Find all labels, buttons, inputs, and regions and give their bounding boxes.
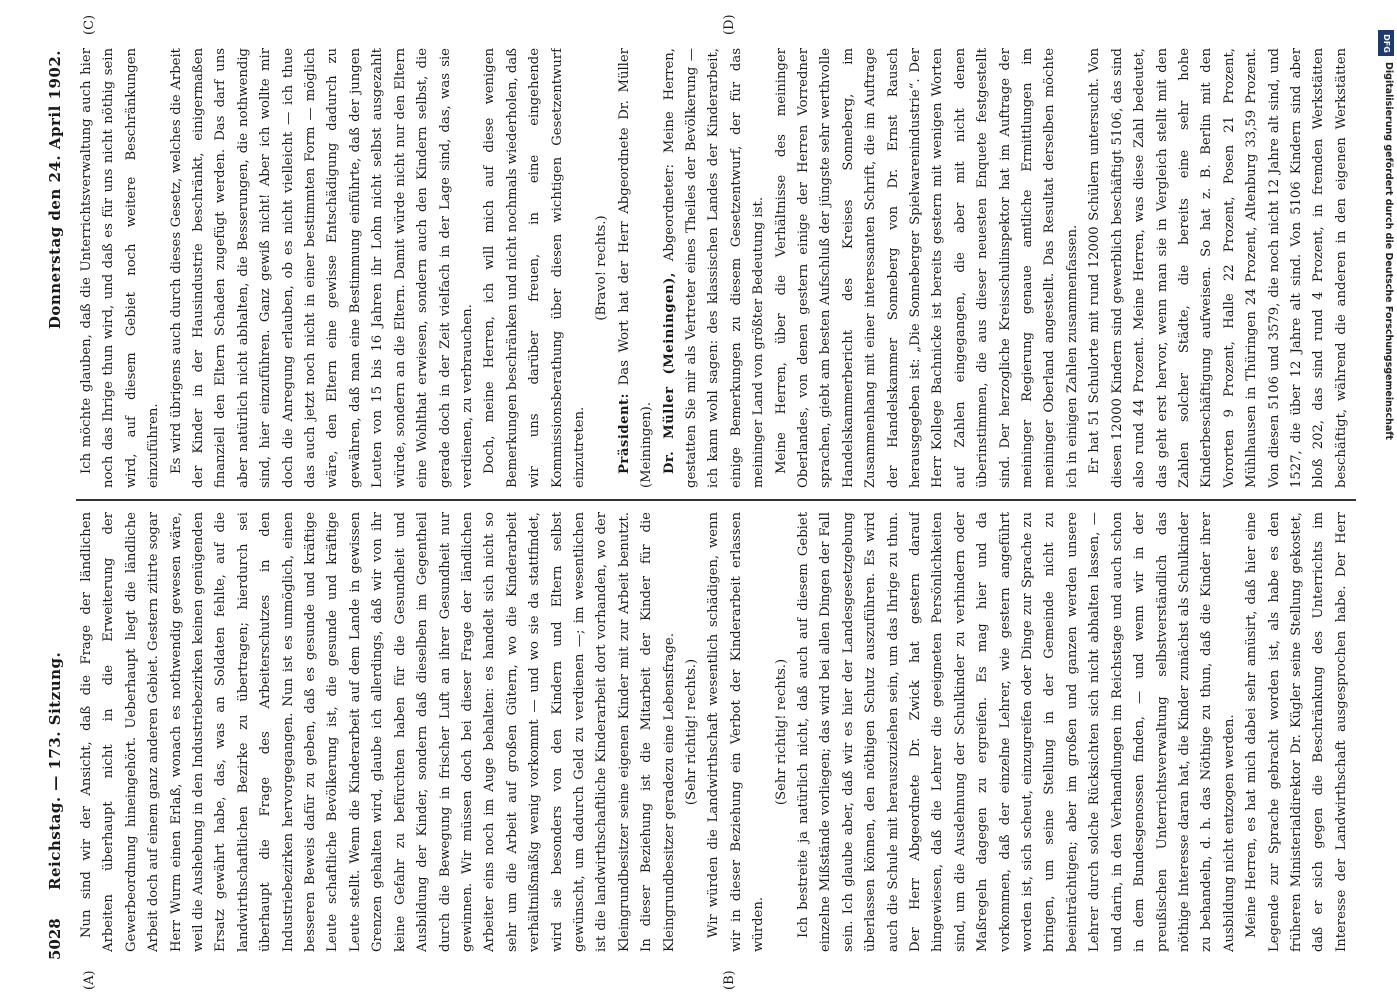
speaker-label: Dr. Müller (Meiningen), (661, 272, 677, 474)
paragraph: Meine Herren, über die Verhältnisse des meininger Oberlandes, von denen gestern einige der Herren Vorredner sprachen, giebt am besten Aufschluß der jüngste sehr werthvolle Handelskammerbericht des Kreises Sonneberg, im Zusammenhang mit einer interessanten Schrift, die im Auftrage der Handelskammer Sonneberg von Dr. Ernst Rausch herausgegeben ist: „Die Sonneberger Spielwarenindustrie“. Der Herr Kollege Bachnicke ist bereits gestern mit wenigen Worten auf Zahlen eingegangen, die aber mit nicht denen überinstimmen, die aus dieser neuesten Enquete festgestellt sind. Der herzogliche Kreisschulinspektor hat im Auftrage der meininger Regierung genaue amtliche Ermittlungen im meininger Oberland angestellt. Das Resultat derselben möchte ich in einigen Zahlen zusammenfassen. (773, 48, 1080, 488)
left-column (76, 512, 1356, 952)
president-label: Präsident: (616, 392, 632, 474)
margin-marker-d: (D) (722, 14, 737, 35)
paragraph: Meine Herren, es hat mich dabei sehr amüsirt, daß hier eine Legende zur Sprache gebracht worden ist, als habe es den früheren Ministerialdirektor Dr. Kügler seine Stellung gekostet, daß er sich gegen die Beschränkung des Unterrichts im Interesse der Landwirthschaft ausgesprochen habe. Der Herr (1244, 512, 1349, 952)
president-paragraph (614, 48, 659, 488)
paragraph: Ich möchte glauben, daß die Unterrichtsverwaltung auch hier noch das Ihrige thun wird, und daß es für uns nicht nöthig sein wird, auf diesem Gebiet noch weitere Beschränkungen einzuführen. (79, 48, 162, 488)
speaker-text: Abgeordneter: Meine Herren, gestatten Sie mir als Vertreter eines Theiles der Bevölkerung — ich kann wohl sagen: des klassischen Landes der Kinderarbeit, einige Bemerkungen zu diesem Gesetzentwurf, der für das meininger Land von größter Bedeutung ist. (661, 48, 767, 488)
margin-marker-b: (B) (722, 970, 737, 990)
session-title: Reichstag. — 173. Sitzung. (46, 651, 64, 890)
session-date: Donnerstag den 24. April 1902. (46, 50, 64, 330)
margin-marker-c: (C) (82, 14, 97, 35)
margin-marker-a: (A) (82, 970, 97, 990)
running-head (42, 40, 72, 960)
applause-note: (Bravo! rechts.) (594, 215, 610, 321)
paragraph: Nun sind wir der Ansicht, daß die Frage der ländlichen Arbeiten überhaupt nicht in die Erweiterung der Gewerbeordnung hineingehört. Ueberhaupt liegt die ländliche Arbeit doch auf einem ganz anderen Gebiet. Gestern zitirte sogar Herr Wurm einen Erlaß, wonach es nothwendig gewesen wäre, weil die Aushebung in den Industriebezirken keinen genügenden Ersatz gewährt habe, das, was an Soldaten fehlte, auf die landwirthschaftlichen Bezirke zu übertragen; hierdurch sei überhaupt die Frage des Arbeiterschutzes in den Industriebezirken hervorgegangen. Nun ist es unmöglich, einen besseren Beweis dafür zu geben, daß es gesunde und kräftige Leute schaftliche Bevölkerung ist, die gesunde und kräftige Leute stellt. Wenn die Kinderarbeit auf dem Lande in gewissen Grenzen gehalten wird, glaube ich allerdings, daß wir von ihr keine Gefahr zu befürchten haben für die Gesundheit und Ausbildung der Kinder, sondern daß dieselben im Gegentheil durch die Bewegung in frischer Luft an ihrer Gesundheit nur gewinnen. Wir müssen doch bei dieser Frage der ländlichen Arbeiter eins noch im Auge behalten: es handelt sich nicht so sehr um die Arbeit auf großen Gütern, wo die Kinderarbeit verhältnißmäßig wenig vorkommt — und wo sie da stattfindet, wird sie besonders von den Kindern und Eltern selbst gewünscht, um dadurch Geld zu verdienen —; im wesentlichen ist die landwirthschaftliche Kinderarbeit dort vorhanden, wo der Kleingrundbesitzer seine eigenen Kinder mit zur Arbeit benutzt. In dieser Beziehung ist die Mitarbeit der Kinder für die Kleingrundbesitzer geradezu eine Lebensfrage. (79, 512, 677, 952)
president-text: Das Wort hat der Herr Abgeordnete Dr. Müller (Meiningen). (616, 48, 655, 488)
document-page (42, 14, 1359, 990)
column-divider (76, 499, 1356, 501)
right-column (76, 48, 1356, 488)
digitization-credit (1378, 30, 1394, 710)
applause-note: (Sehr richtig! rechts.) (773, 658, 789, 806)
applause-note: (Sehr richtig! rechts.) (683, 658, 699, 806)
speaker-paragraph (659, 48, 771, 488)
page-number: 5028 (46, 918, 64, 960)
paragraph: Wir würden die Landwirthschaft wesentlich schädigen, wenn wir in dieser Beziehung ein Verbot der Kinderarbeit erlassen würden. (706, 512, 767, 952)
credit-caption: Digitalisierung gefördert durch die Deutsche Forschungsgemeinschaft (1383, 62, 1394, 440)
paragraph: Es wird übrigens auch durch dieses Gesetz, welches die Arbeit der Kinder in der Hausindustrie beschränkt, einigermaßen finanziell den Eltern Schaden zugefügt werden. Das darf uns aber natürlich nicht abhalten, die Besserungen, die nothwendig sind, hier einzuführen. Ganz gewiß nicht! Aber ich wollte mir doch die Anregung erlauben, ob es nicht vielleicht — ich thue das auch jetzt noch nicht in einer bestimmten Form — möglich wäre, den Eltern eine gewisse Entschädigung dadurch zu gewähren, daß man eine Bestimmung einführte, daß der jungen Leuten von 15 bis 16 Jahren ihr Lohn nicht selbst ausgezahlt würde, sondern an die Eltern. Damit würde nicht nur den Eltern eine Wohlthat erwiesen, sondern auch den Kindern selbst, die gerade doch in der Zeit vielfach in der Lage sind, das, was sie verdienen, zu verbrauchen. (168, 48, 475, 488)
paragraph: Er hat 51 Schulorte mit rund 12000 Schülern untersucht. Von diesen 12000 Kindern sind gewerblich beschäftigt 5106, das sind also rund 44 Prozent. Meine Herren, was diese Zahl bedeutet, das geht erst hervor, wenn man sie in Vergleich stellt mit den Zahlen solcher Städte, die bereits eine sehr hohe Kinderbeschäftigung aufweisen. So hat z. B. Berlin mit den Vororten 9 Prozent, Halle 22 Prozent, Posen 21 Prozent, Mühlhausen in Thüringen 24 Prozent, Altenburg 33,59 Prozent. Von diesen 5106 und 3579, die noch nicht 12 Jahre alt sind, und 1527, die über 12 Jahre alt sind. Von 5106 Kindern sind aber bloß 202, das sind rund 4 Prozent, in fremden Werkstätten beschäftigt, während die anderen in den eigenen Werkstätten (1087, 48, 1349, 488)
paragraph: Ich bestreite ja natürlich nicht, daß auch auf diesem Gebiet einzelne Mißstände vorliegen; das wird bei allen Dingen der Fall sein. Ich glaube aber, daß wir es hier der Landesgesetzgebung überlassen können, den nöthigen Schutz auszuführen. Es wird auch die Schule mit herauszuziehen sein, um das Ihrige zu thun. Der Herr Abgeordnete Dr. Zwick hat gestern darauf hingewiesen, daß die Lehrer die geeigneten Persönlichkeiten sind, um die Ausdehnung der Schulkinder zu verhindern oder Maßregeln dagegen zu ergreifen. Es mag hier und da vorkommen, daß der einzelne Lehrer, wie gestern angeführt worden ist, sich scheut, einzugreifen oder Dinge zur Sprache zu bringen, um seine Stellung in der Gemeinde nicht zu beeinträchtigen; aber im großen und ganzen werden unsere Lehrer durch solche Rücksichten sich nicht abhalten lassen, — und darin, in den Verhandlungen im Reichstage und auch schon in dem Bundesgenossen finden, — und wenn wir in der preußischen Unterrichtsverwaltung selbstverständlich das nöthige Interesse daran hat, die Kinder zunächst als Schulkinder zu behandeln, d. h. das Nöthige zu thun, daß die Kinder ihrer Ausbildung nicht entzogen werden. (796, 512, 1237, 952)
dfg-logo-icon: DFG (1378, 30, 1394, 56)
paragraph: Doch, meine Herren, ich will mich auf diese wenigen Bemerkungen beschränken und nicht nochmals wiederholen, daß wir uns darüber freuen, in eine eingehende Kommissionsberathung über diesen wichtigen Gesetzentwurf einzutreten. (482, 48, 587, 488)
